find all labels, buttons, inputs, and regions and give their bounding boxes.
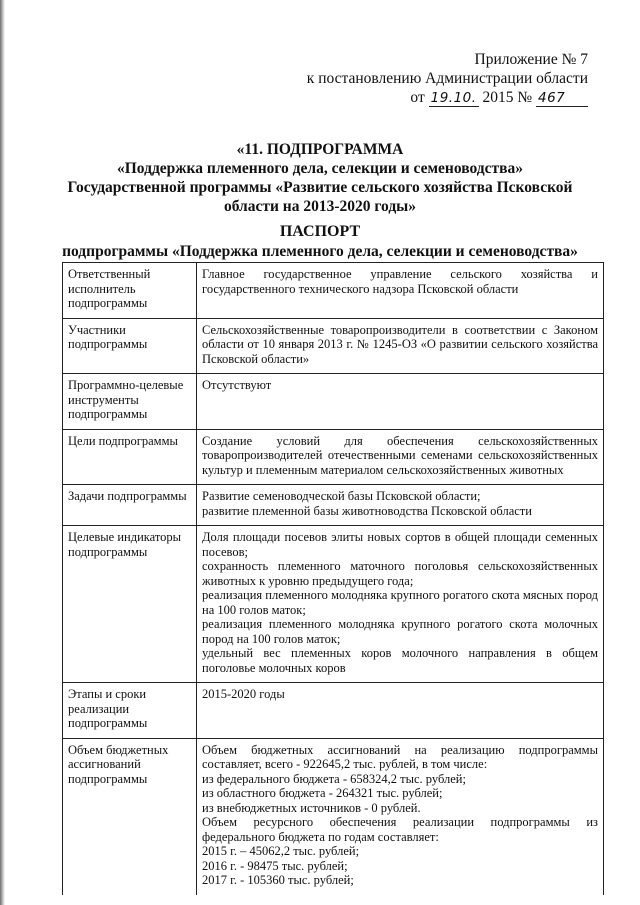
passport-table — [62, 262, 604, 895]
row-value — [197, 318, 604, 374]
row-value-line: 2017 г. - 105360 тыс. рублей; — [202, 873, 354, 887]
row-value-line: из областного бюджета - 264321 тыс. рублей; — [202, 786, 443, 800]
row-label: Цели подпрограммы — [63, 429, 197, 485]
appendix-block — [307, 50, 588, 107]
appendix-date-line — [307, 88, 588, 107]
table-row — [63, 683, 604, 739]
row-value — [197, 485, 604, 526]
row-value-line: Главное государственное управление сельского хозяйства и государственного технического надзора Псковской области — [202, 267, 598, 296]
heading-line-1: «11. ПОДПРОГРАММА — [236, 141, 404, 158]
appendix-number: Приложение № 7 — [474, 51, 588, 68]
table-row — [63, 526, 604, 683]
row-value — [197, 263, 604, 319]
row-value-line: сохранность племенного маточного поголовья сельскохозяйственных животных к уровню предыдущего года; — [202, 559, 598, 588]
passport-heading — [40, 222, 600, 261]
row-value-line: из внебюджетных источников - 0 рублей. — [202, 800, 421, 815]
row-value — [197, 429, 604, 485]
row-value-line: Объем ресурсного обеспечения реализации подпрограммы из федерального бюджета по годам составляет: — [202, 815, 598, 844]
row-value-line: развитие племенной базы животноводства Псковской области — [202, 503, 532, 518]
row-value-line: 2015 г. – 45062,2 тыс. рублей; — [202, 844, 360, 858]
row-label: Целевые индикаторы подпрограммы — [63, 526, 197, 683]
row-value-line: Создание условий для обеспечения сельскохозяйственных товаропроизводителей отечественными семенами сельскохозяйственных культур и племенным материалом сельскохозяйственных животных — [202, 433, 598, 477]
row-value-line: реализация племенного молодняка крупного рогатого скота мясных пород на 100 голов маток; — [202, 588, 598, 617]
table-row — [63, 738, 604, 895]
handwritten-date: 19.10. — [430, 90, 477, 106]
row-value — [197, 526, 604, 683]
appendix-resolution-ref: к постановлению Администрации области — [306, 70, 588, 87]
row-label: Объем бюджетных ассигнований подпрограммы — [63, 738, 197, 895]
row-value-line: Развитие семеноводческой базы Псковской области; — [202, 489, 481, 503]
row-label: Программно-целевые инструменты подпрограммы — [63, 374, 197, 430]
table-row — [63, 318, 604, 374]
row-value-line: реализация племенного молодняка крупного рогатого скота молочных пород на 100 голов маток; — [202, 617, 598, 646]
heading-line-4: области на 2013-2020 годы» — [223, 198, 417, 215]
date-prefix: от — [410, 89, 425, 106]
year-part: 2015 № — [482, 89, 533, 106]
row-value — [197, 374, 604, 430]
passport-subtitle: подпрограммы «Поддержка племенного дела, селекции и семеноводства» — [62, 243, 578, 260]
table-row — [63, 429, 604, 485]
handwritten-number: 467 — [536, 91, 588, 107]
row-value-line: из федерального бюджета - 658324,2 тыс. рублей; — [202, 771, 466, 786]
row-value-line: Объем бюджетных ассигнований на реализацию подпрограммы составляет, всего - 922645,2 тыс. рублей, в том числе: — [202, 742, 598, 771]
row-value-line: удельный вес племенных коров молочного направления в общем поголовье молочных коров — [202, 646, 598, 675]
table-row — [63, 263, 604, 319]
row-value-line: 2015-2020 годы — [202, 687, 285, 701]
row-label: Этапы и сроки реализации подпрограммы — [63, 683, 197, 739]
row-value — [197, 683, 604, 739]
heading-line-3: Государственной программы «Развитие сельского хозяйства Псковской — [67, 179, 573, 196]
row-value — [197, 738, 604, 895]
row-label: Ответственный исполнитель подпрограммы — [63, 263, 197, 319]
row-label: Задачи подпрограммы — [63, 485, 197, 526]
row-label: Участники подпрограммы — [63, 318, 197, 374]
row-value-line: 2016 г. - 98475 тыс. рублей; — [202, 858, 348, 873]
scan-edge-shadow — [0, 0, 5, 905]
table-row — [63, 485, 604, 526]
passport-title: ПАСПОРТ — [279, 223, 361, 240]
subprogram-heading — [40, 140, 600, 216]
heading-line-2: «Поддержка племенного дела, селекции и семеноводства» — [117, 160, 523, 177]
row-value-line: Доля площади посевов элиты новых сортов в общей площади семенных посевов; — [202, 530, 598, 559]
row-value-line: Отсутствуют — [202, 378, 272, 392]
row-value-line: Сельскохозяйственные товаропроизводители в соответствии с Законом области от 10 января 2013 г. № 1245-ОЗ «О развитии сельского хозяйства Псковской области» — [202, 322, 598, 366]
table-row — [63, 374, 604, 430]
